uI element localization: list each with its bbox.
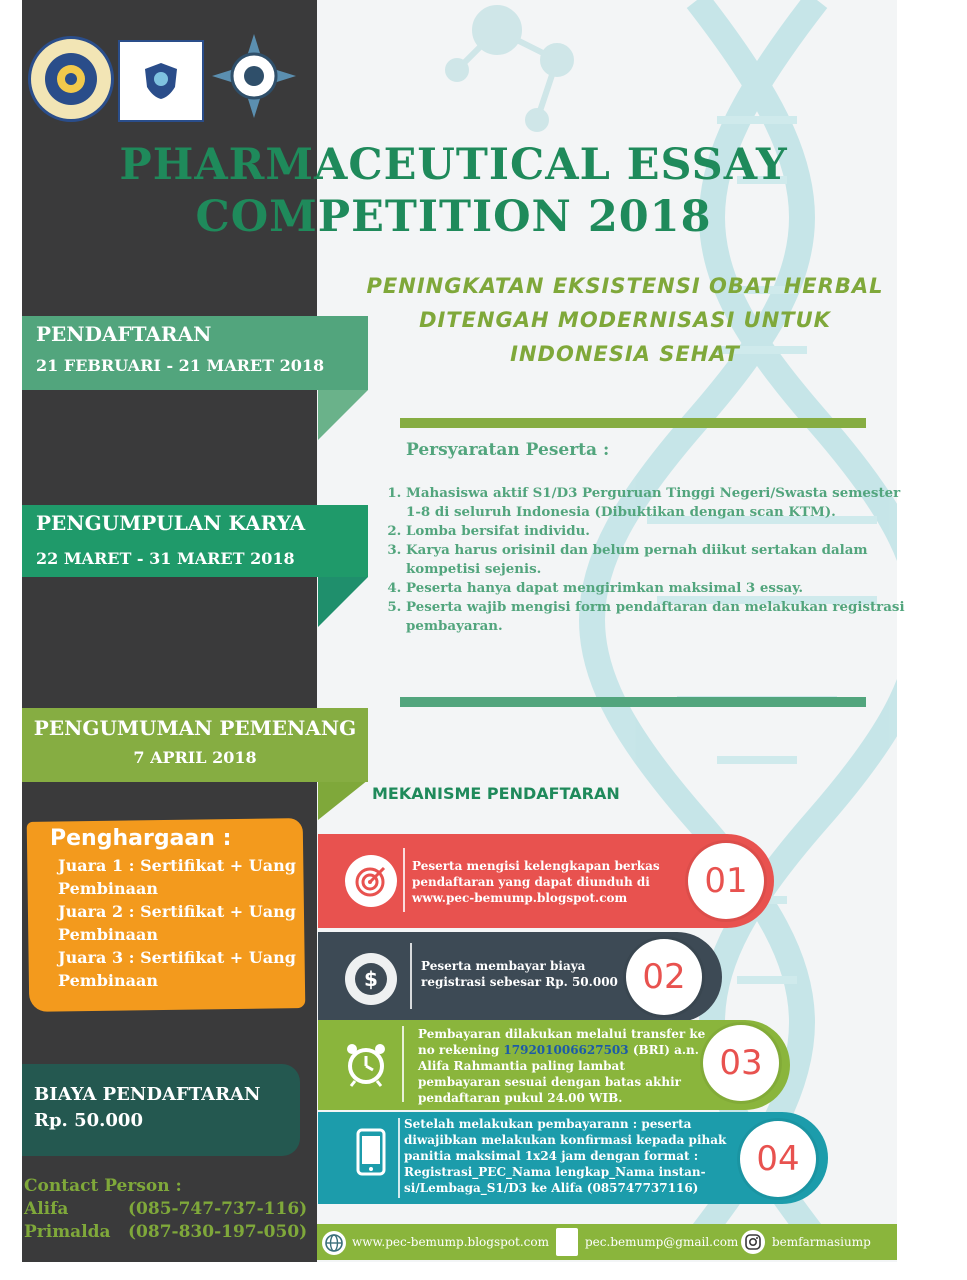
bem-farmasi-logo	[118, 40, 204, 122]
mechanism-title: MEKANISME PENDAFTARAN	[372, 784, 620, 803]
pendaftaran-label: PENDAFTARAN	[36, 322, 212, 346]
pendaftaran-date: 21 FEBRUARI - 21 MARET 2018	[36, 356, 325, 375]
step-4-text: Setelah melakukan pembayarann : peserta diwajibkan melakukan konfirmasi kepada pihak panitia maksimal 1x24 jam dengan format : Registrasi_PEC_Nama lengkap_Nama instan-si/Lembaga_S1/D3 ke Alifa (085747737116)	[404, 1117, 727, 1195]
award-item: Juara 1 : Sertifikat + Uang Pembinaan	[58, 856, 296, 898]
step-1-divider	[403, 848, 405, 912]
pengumuman-box	[22, 708, 368, 782]
requirements-top-divider	[400, 418, 866, 428]
footer-email[interactable]: pec.bemump@gmail.com	[585, 1235, 739, 1249]
university-logo	[28, 36, 114, 122]
step-3-text-after: (BRI) a.n. Alifa Rahmantia paling lambat pembayaran sesuai dengan batas akhir pendaftaran pukul 24.00 WIB.	[418, 1043, 699, 1105]
step-3-account-number: 179201006627503	[503, 1043, 629, 1057]
requirement-item: 2. Lomba bersifat individu.	[406, 522, 906, 541]
requirements-list	[370, 484, 906, 636]
pengumuman-label: PENGUMUMAN PEMENANG	[33, 716, 357, 740]
pengumpulan-date: 22 MARET - 31 MARET 2018	[36, 549, 295, 568]
step-3-divider	[402, 1026, 404, 1102]
pengumpulan-box	[22, 505, 368, 577]
footer-instagram[interactable]: bemfarmasiump	[772, 1235, 871, 1249]
contact-phone-1: (085-747-737-116)	[128, 1199, 308, 1219]
instagram-glyph-icon	[745, 1234, 761, 1250]
theme-line-1: PENINGKATAN EKSISTENSI OBAT HERBAL	[366, 274, 884, 298]
pendaftaran-box	[22, 316, 368, 390]
awards-title: Penghargaan :	[50, 826, 232, 851]
theme-line-3: INDONESIA SEHAT	[510, 342, 740, 366]
fee-amount: Rp. 50.000	[34, 1110, 143, 1131]
step-1-text: Peserta mengisi kelengkapan berkas pendaftaran yang dapat diunduh di www.pec-bemump.blogspot.com	[412, 859, 660, 905]
contact-name-1: Alifa	[24, 1199, 69, 1219]
requirement-item: 5. Peserta wajib mengisi form pendaftaran dan melakukan registrasi pembayaran.	[406, 598, 906, 636]
tablet-icon	[356, 1128, 386, 1176]
step-4-icon-wrap	[356, 1128, 386, 1180]
pec-logo	[212, 34, 296, 118]
step-4-number: 04	[740, 1121, 816, 1197]
title-line-2: COMPETITION 2018	[195, 192, 712, 242]
theme-line-2: DITENGAH MODERNISASI UNTUK	[419, 308, 831, 332]
fee-box	[22, 1064, 300, 1156]
sun-emblem-icon	[43, 51, 99, 107]
globe-icon	[322, 1231, 346, 1255]
requirements-title: Persyaratan Peserta :	[406, 440, 610, 460]
svg-text:$: $	[364, 967, 378, 991]
fee-label: BIAYA PENDAFTARAN	[34, 1084, 261, 1105]
bottom-margin	[0, 1262, 967, 1280]
requirement-item: 3. Karya harus orisinil dan belum pernah diikut sertakan dalam kompetisi sejenis.	[406, 541, 906, 579]
award-item: Juara 2 : Sertifikat + Uang Pembinaan	[58, 902, 296, 944]
awards-list	[58, 854, 298, 992]
contact-name-2: Primalda	[24, 1222, 111, 1242]
footer-website[interactable]: www.pec-bemump.blogspot.com	[352, 1235, 549, 1249]
shield-icon	[141, 61, 181, 101]
globe-glyph-icon	[325, 1234, 343, 1252]
alarm-clock-icon	[343, 1041, 389, 1087]
step-1-icon-circle	[345, 855, 397, 907]
step-2-text: Peserta membayar biaya registrasi sebesar Rp. 50.000	[421, 959, 618, 989]
target-icon	[354, 864, 388, 898]
step-4-divider	[398, 1118, 400, 1198]
step-1-number: 01	[688, 843, 764, 919]
email-icon	[556, 1228, 578, 1256]
step-2-number: 02	[626, 939, 702, 1015]
dollar-icon	[354, 962, 388, 996]
requirement-item: 4. Peserta hanya dapat mengirimkan maksimal 3 essay.	[406, 579, 906, 598]
instagram-icon	[741, 1230, 765, 1254]
requirement-item: 1. Mahasiswa aktif S1/D3 Perguruan Tinggi Negeri/Swasta semester 1-8 di seluruh Indonesia (Dibuktikan dengan scan KTM).	[406, 484, 906, 522]
step-2-divider	[410, 943, 412, 1009]
requirements-bottom-divider	[400, 697, 866, 707]
step-3-text-before: Pembayaran dilakukan melalui transfer ke no rekening	[418, 1027, 706, 1057]
step-2-icon-circle	[345, 953, 397, 1005]
pengumuman-date: 7 APRIL 2018	[133, 748, 257, 767]
contact-phone-2: (087-830-197-050)	[128, 1222, 308, 1242]
pengumpulan-label: PENGUMPULAN KARYA	[36, 511, 306, 535]
award-item: Juara 3 : Sertifikat + Uang Pembinaan	[58, 948, 296, 990]
step-3-icon-circle	[340, 1038, 392, 1090]
compass-icon	[212, 34, 296, 118]
step-3-text	[418, 1026, 708, 1106]
contact-title: Contact Person :	[24, 1176, 182, 1196]
title-line-1: PHARMACEUTICAL ESSAY	[119, 140, 788, 190]
step-3-number: 03	[703, 1025, 779, 1101]
